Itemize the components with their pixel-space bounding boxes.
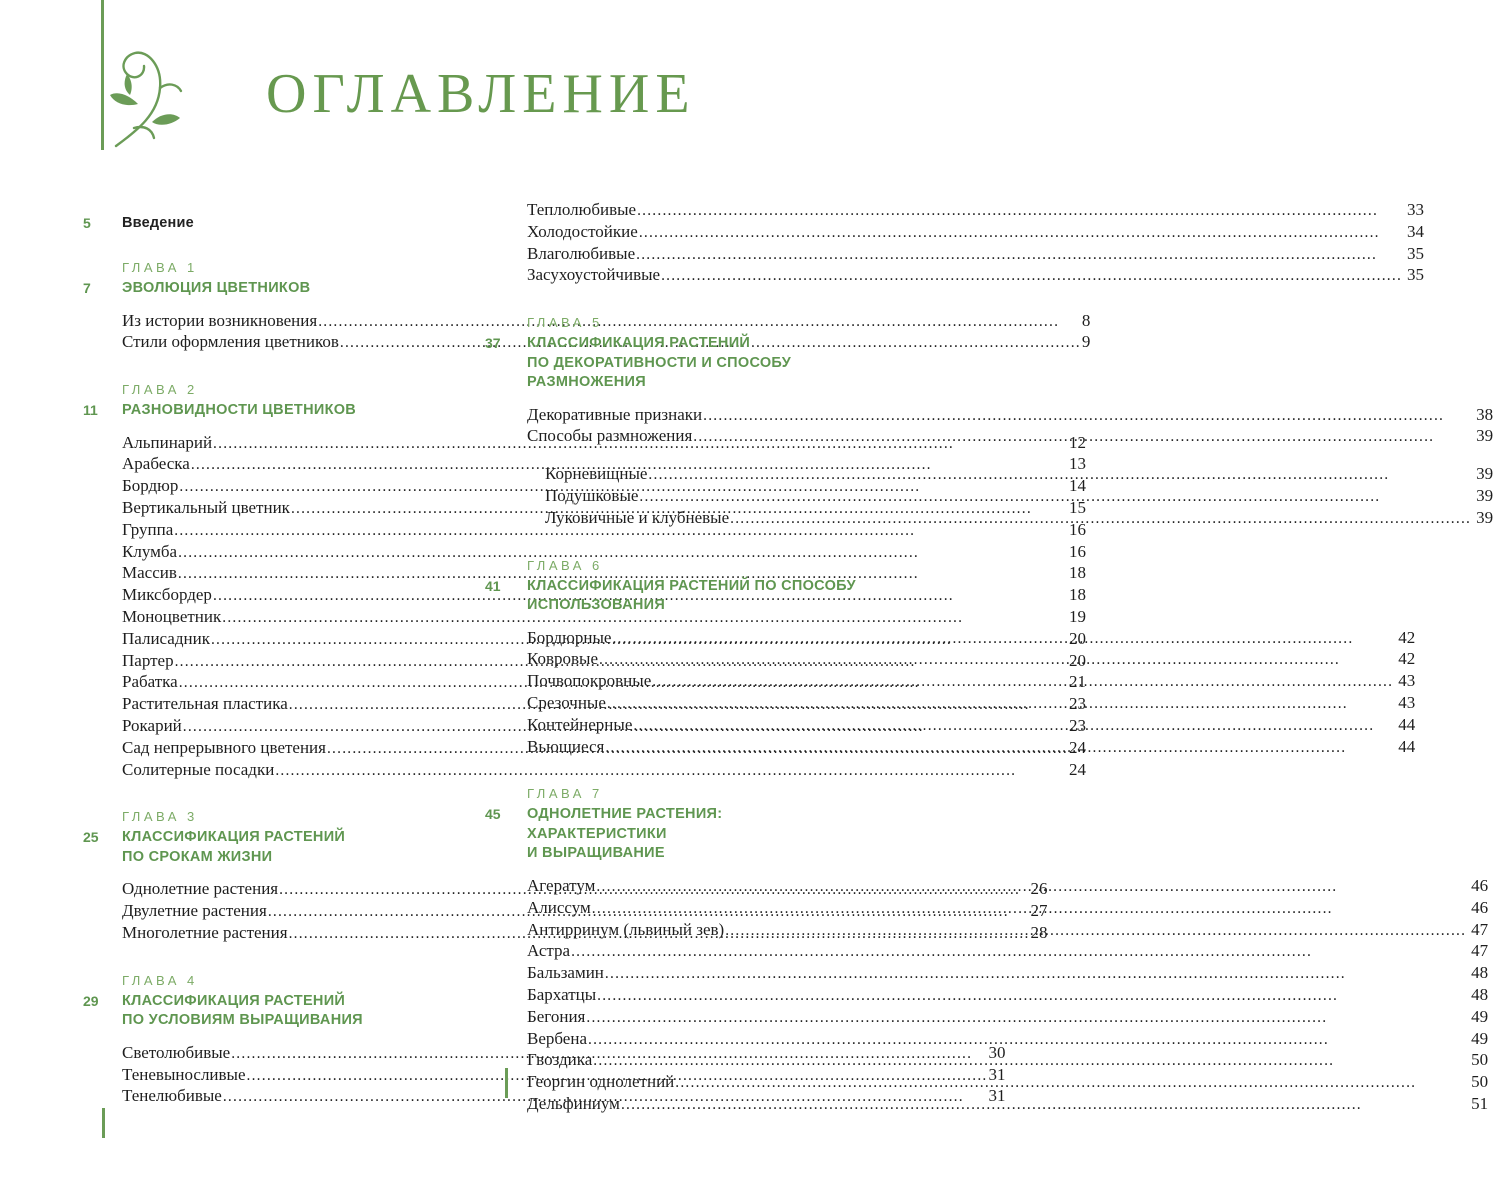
toc-entry-page: 27 xyxy=(1030,901,1048,921)
toc-entry-text: Срезочные xyxy=(527,693,606,713)
toc-entry-page: 12 xyxy=(1068,432,1086,452)
chapter-title xyxy=(122,828,461,867)
dot-leader xyxy=(571,942,1466,963)
chapter-page-number: 11 xyxy=(83,402,98,419)
column-end-rule-left xyxy=(102,1108,105,1138)
chapter-title xyxy=(122,992,461,1031)
toc-entry-page: 43 xyxy=(1398,671,1416,691)
toc-entry-page: 48 xyxy=(1471,984,1489,1004)
toc-entry xyxy=(527,963,1488,985)
toc-entry-page: 20 xyxy=(1068,628,1086,648)
toc-entry-page: 15 xyxy=(1068,497,1086,517)
gutter xyxy=(83,421,122,782)
toc-entry xyxy=(527,649,1415,671)
toc-entry-page: 44 xyxy=(1398,714,1416,734)
toc-entry-page: 42 xyxy=(1398,649,1416,669)
toc-entry-text: Бордюр xyxy=(122,476,179,496)
toc-entry-text: Корневищные xyxy=(545,464,648,484)
toc-entry-page: 47 xyxy=(1471,919,1489,939)
chapter-title-row xyxy=(485,577,859,616)
toc-entry-page: 21 xyxy=(1068,672,1086,692)
toc-entry-text: Способы размножения xyxy=(527,426,693,446)
chapter-label-row xyxy=(485,786,859,802)
chapter-title-line: РАЗНОВИДНОСТИ ЦВЕТНИКОВ xyxy=(122,402,357,419)
gutter xyxy=(485,188,527,287)
toc-entry xyxy=(527,1050,1488,1072)
chapter-label: ГЛАВА 3 xyxy=(122,809,198,825)
chapter-title xyxy=(527,577,859,616)
toc-entry-page: 9 xyxy=(1081,332,1091,352)
chapter-label: ГЛАВА 1 xyxy=(122,260,198,275)
toc-entry xyxy=(527,671,1415,693)
dot-leader xyxy=(607,694,1393,715)
top-left-rule xyxy=(101,0,104,150)
toc-entry-page: 50 xyxy=(1471,1050,1489,1070)
toc-entry xyxy=(527,1094,1488,1116)
gutter xyxy=(83,382,122,398)
dot-leader xyxy=(597,986,1466,1007)
toc-entry-page: 18 xyxy=(1068,585,1086,605)
chapter-title-row xyxy=(83,279,461,299)
chapter-title xyxy=(527,805,859,864)
gutter xyxy=(83,867,122,944)
toc-entry-text: Контейнерные xyxy=(527,714,633,734)
gutter xyxy=(83,1031,122,1108)
chapter-label-row xyxy=(485,558,859,574)
gutter xyxy=(485,315,527,331)
gutter xyxy=(485,616,527,759)
toc-entry-text: Моноцветник xyxy=(122,606,222,626)
intro-label: Введение xyxy=(122,215,194,231)
toc-entry xyxy=(527,985,1488,1007)
toc-entry xyxy=(527,1007,1488,1029)
toc-entry-page: 35 xyxy=(1407,265,1425,285)
dot-leader xyxy=(612,629,1393,650)
toc-entry xyxy=(527,898,1488,920)
toc-entry-text: Массив xyxy=(122,563,177,583)
toc-entry-page: 16 xyxy=(1068,541,1086,561)
gutter xyxy=(83,973,122,989)
toc-entry-page: 28 xyxy=(1030,922,1048,942)
toc-entry-text: Теневыносливые xyxy=(122,1064,246,1084)
toc-entry xyxy=(527,1029,1488,1051)
toc-entry-page: 23 xyxy=(1068,715,1086,735)
toc-entry-page: 16 xyxy=(1068,519,1086,539)
toc-entry-text: Холодостойкие xyxy=(527,221,638,241)
toc-entry-page: 33 xyxy=(1407,200,1425,219)
toc-entry-text: Засухоустойчивые xyxy=(527,265,661,285)
toc-entry-text: Светолюбивые xyxy=(122,1042,231,1062)
toc-entry-page: 18 xyxy=(1068,563,1086,583)
toc-entry-text: Бальзамин xyxy=(527,963,604,983)
toc-entry-page: 19 xyxy=(1068,606,1086,626)
floral-flourish-icon xyxy=(106,32,184,153)
toc-entry-text: Группа xyxy=(122,519,174,539)
toc-entry-text: Палисадник xyxy=(122,628,210,648)
toc-entry-text: Бегония xyxy=(527,1006,586,1026)
toc-entry-text: Многолетние растения xyxy=(122,922,288,942)
toc-entry-text: Подушковые xyxy=(545,486,639,506)
dot-leader xyxy=(586,1008,1466,1029)
toc-entry-text: Дельфиниум xyxy=(527,1093,620,1113)
chapter-title-line: ПО ДЕКОРАТИВНОСТИ И СПОСОБУ xyxy=(527,354,792,371)
chapter-title-line: И ВЫРАЩИВАНИЕ xyxy=(527,845,665,862)
chapter-title-line: КЛАССИФИКАЦИЯ РАСТЕНИЙ xyxy=(122,992,346,1009)
toc-entry xyxy=(527,405,1493,427)
toc-entry-page: 50 xyxy=(1471,1072,1489,1092)
toc-entry-page: 42 xyxy=(1398,627,1416,647)
toc-entry-text: Гвоздика xyxy=(527,1050,593,1070)
chapter-title-line: РАЗМНОЖЕНИЯ xyxy=(527,374,646,391)
toc-entry-page: 23 xyxy=(1068,694,1086,714)
toc-entry xyxy=(527,464,1493,486)
chapter-title xyxy=(122,401,461,421)
toc-entries-row xyxy=(485,188,1425,287)
toc-entry-text: Бордюрные xyxy=(527,627,612,647)
dot-leader xyxy=(593,1051,1466,1072)
chapter-page-number: 25 xyxy=(83,829,99,846)
toc-entry-page: 51 xyxy=(1471,1093,1489,1113)
toc-entry-page: 35 xyxy=(1407,243,1425,263)
chapter-label: ГЛАВА 7 xyxy=(527,786,603,802)
chapter-title-row xyxy=(83,828,461,867)
gutter xyxy=(83,809,122,825)
chapter-page-number: 41 xyxy=(485,577,501,594)
toc-entry-text: Ковровые xyxy=(527,649,599,669)
toc-entry-text: Влаголюбивые xyxy=(527,243,636,263)
toc-entry-text: Декоративные признаки xyxy=(527,404,703,424)
toc-entry-page: 47 xyxy=(1471,941,1489,961)
toc-entry xyxy=(527,715,1415,737)
toc-entry-text: Из истории возникновения xyxy=(122,310,318,330)
dot-leader xyxy=(652,672,1393,693)
toc-section-continued xyxy=(485,188,1425,287)
dot-leader xyxy=(599,650,1393,671)
toc-entry-page: 31 xyxy=(988,1086,1006,1106)
chapter-label-row xyxy=(83,382,461,398)
toc-entry-text: Рокарий xyxy=(122,715,182,735)
chapter-page-number: 37 xyxy=(485,335,501,352)
toc-entry xyxy=(527,265,1424,287)
toc-entry-page: 30 xyxy=(988,1042,1006,1062)
chapter-page-number: 7 xyxy=(83,280,91,296)
chapter-title xyxy=(122,279,461,299)
toc-entry-page: 48 xyxy=(1471,963,1489,983)
chapter-title-row xyxy=(485,805,859,864)
toc-entry-page: 44 xyxy=(1398,736,1416,756)
chapter-title-line: ЭВОЛЮЦИЯ ЦВЕТНИКОВ xyxy=(122,280,311,296)
dot-leader xyxy=(693,427,1471,448)
toc-entry-text: Миксбордер xyxy=(122,585,212,605)
toc-entry-text: Агератум xyxy=(527,875,596,895)
chapter-title-row xyxy=(485,334,859,393)
toc-entry-text: Стили оформления цветников xyxy=(122,332,339,352)
chapter-title-line: ПО УСЛОВИЯМ ВЫРАЩИВАНИЯ xyxy=(122,1012,363,1029)
toc-entry-page: 46 xyxy=(1471,875,1489,895)
toc-entry-text: Вьющиеся xyxy=(527,736,605,756)
toc-entry-page: 13 xyxy=(1068,454,1086,474)
toc-entry-text: Вертикальный цветник xyxy=(122,497,290,517)
toc-entry-text: Тенелюбивые xyxy=(122,1086,222,1106)
chapter-label-row xyxy=(83,973,461,989)
toc-entry-text: Астра xyxy=(527,941,571,961)
toc-entry-page: 49 xyxy=(1471,1028,1489,1048)
gutter xyxy=(485,393,527,530)
toc-entry-text: Рабатка xyxy=(122,672,178,692)
toc-entry xyxy=(527,426,1493,448)
dot-leader xyxy=(596,877,1466,898)
toc-entry-page: 24 xyxy=(1068,759,1086,779)
chapter-title-line: ПО СРОКАМ ЖИЗНИ xyxy=(122,848,273,865)
toc-entry-page: 39 xyxy=(1476,486,1493,506)
toc-entry xyxy=(527,876,1488,898)
toc-entry-page: 43 xyxy=(1398,693,1416,713)
gutter xyxy=(485,558,527,574)
toc-entry-text: Арабеска xyxy=(122,454,190,474)
toc-entry-text: Однолетние растения xyxy=(122,879,279,899)
toc-entry-text: Партер xyxy=(122,650,174,670)
dot-leader xyxy=(605,738,1393,759)
chapter-title-row xyxy=(83,992,461,1031)
toc-entry-page: 24 xyxy=(1068,737,1086,757)
chapter-label: ГЛАВА 2 xyxy=(122,382,198,398)
toc-entry xyxy=(527,737,1415,759)
toc-entry-text: Алиссум xyxy=(527,897,591,917)
toc-entry-page: 38 xyxy=(1476,404,1493,424)
chapter-title-line: ИСПОЛЬЗОВАНИЯ xyxy=(527,597,666,614)
toc-entry-page: 20 xyxy=(1068,650,1086,670)
toc-entry-page: 39 xyxy=(1476,507,1493,527)
toc-entry-page: 34 xyxy=(1407,221,1425,241)
toc-entry xyxy=(527,508,1493,530)
dot-leader xyxy=(639,223,1402,244)
toc-entry-text: Луковичные и клубневые xyxy=(545,507,730,527)
dot-leader xyxy=(636,245,1402,266)
chapter-label: ГЛАВА 6 xyxy=(527,557,603,573)
toc-entry xyxy=(527,693,1415,715)
page-title: ОГЛАВЛЕНИЕ xyxy=(266,63,696,125)
gutter xyxy=(83,299,122,355)
toc-entry xyxy=(527,1072,1488,1094)
toc-entry-text: Почвопокровные xyxy=(527,671,652,691)
toc-entry-page: 46 xyxy=(1471,897,1489,917)
toc-entry-list xyxy=(527,876,1488,1116)
dot-leader xyxy=(703,406,1471,427)
chapter-label-row xyxy=(485,315,859,331)
chapter-page-number: 29 xyxy=(83,992,99,1009)
toc-entry-text: Бархатцы xyxy=(527,984,597,1004)
toc-entry-page: 26 xyxy=(1030,879,1048,899)
chapter-page-number: 5 xyxy=(83,215,91,231)
chapter-title-row xyxy=(83,401,461,421)
toc-entry-page: 39 xyxy=(1476,426,1493,446)
toc-entry-text: Сад непрерывного цветения xyxy=(122,737,326,757)
chapter-label: ГЛАВА 4 xyxy=(122,972,198,988)
chapter-title xyxy=(527,334,859,393)
dot-leader xyxy=(605,964,1466,985)
dot-leader xyxy=(725,921,1466,942)
toc-entry-page: 31 xyxy=(988,1064,1006,1084)
column-end-rule-right xyxy=(505,1068,508,1098)
chapter-label-row xyxy=(83,809,461,825)
chapter-title-line: ОДНОЛЕТНИЕ РАСТЕНИЯ: ХАРАКТЕРИСТИКИ xyxy=(527,806,723,842)
toc-entry-text: Растительная пластика xyxy=(122,694,288,714)
toc-entry-list xyxy=(527,405,1493,530)
dot-leader xyxy=(592,899,1466,920)
toc-entry-list xyxy=(527,200,1424,287)
gutter xyxy=(485,786,527,802)
dot-leader xyxy=(639,487,1471,508)
toc-entry xyxy=(527,222,1424,244)
gutter xyxy=(83,260,122,276)
chapter-title-line: КЛАССИФИКАЦИЯ РАСТЕНИЙ xyxy=(527,335,751,352)
toc-entry-text: Антирринум (львиный зев) xyxy=(527,919,725,939)
toc-entry-text: Двулетние растения xyxy=(122,901,267,921)
toc-entry-text: Альпинарий xyxy=(122,432,213,452)
chapter-title-line: КЛАССИФИКАЦИЯ РАСТЕНИЙ xyxy=(122,829,346,846)
dot-leader xyxy=(661,266,1402,287)
toc-entry-page: 39 xyxy=(1476,464,1493,484)
toc-entry-text: Клумба xyxy=(122,541,178,561)
toc-intro xyxy=(83,214,461,232)
dot-leader xyxy=(730,509,1471,530)
toc-entry xyxy=(527,628,1415,650)
toc-entry xyxy=(527,920,1488,942)
dot-leader xyxy=(637,201,1402,222)
dot-leader xyxy=(588,1030,1466,1051)
toc-entry-text: Георгин однолетний xyxy=(527,1072,675,1092)
chapter-label-row xyxy=(83,260,461,276)
dot-leader xyxy=(621,1095,1466,1116)
toc-entry-list xyxy=(527,628,1415,759)
chapter-title-line: КЛАССИФИКАЦИЯ РАСТЕНИЙ ПО СПОСОБУ xyxy=(527,577,856,594)
toc-entry xyxy=(527,244,1424,266)
dot-leader xyxy=(675,1073,1466,1094)
toc-entry xyxy=(527,941,1488,963)
chapter-label: ГЛАВА 5 xyxy=(527,315,603,331)
toc-entry-text: Теплолюбивые xyxy=(527,200,637,219)
chapter-page-number: 45 xyxy=(485,806,501,823)
dot-leader xyxy=(648,465,1471,486)
toc-entry-page: 49 xyxy=(1471,1006,1489,1026)
toc-entry-page: 14 xyxy=(1068,476,1086,496)
toc-entry-page: 8 xyxy=(1081,310,1091,330)
toc-entry xyxy=(527,486,1493,508)
toc-entry-text: Солитерные посадки xyxy=(122,759,275,779)
toc-entry xyxy=(527,200,1424,222)
dot-leader xyxy=(633,716,1393,737)
toc-entry-text: Вербена xyxy=(527,1028,587,1048)
